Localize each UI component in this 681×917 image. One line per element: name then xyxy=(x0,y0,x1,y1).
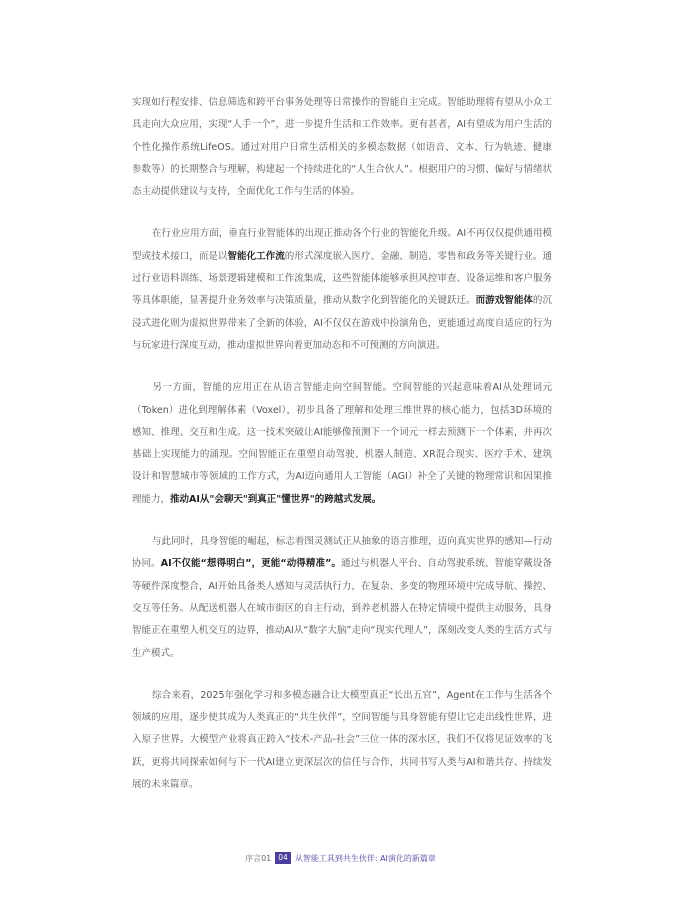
page-number-badge: 04 xyxy=(275,852,291,864)
paragraph xyxy=(132,531,552,665)
text-run: 在行业应用方面，垂直行业智能体的出现正推动各个行业的智能化升级。AI不再仅仅提供通用模型或技术接口，而是以 xyxy=(132,228,552,262)
bold-text: 智能化工作流 xyxy=(227,250,285,262)
text-run: 实现如行程安排、信息筛选和跨平台事务处理等日常操作的智能自主完成。智能助理将有望从小众工具走向大众应用，实现“人手一个”，进一步提升生活和工作效率。更有甚者，AI有望成为用户生活的个性化操作系统LifeOS。通过对用户日常生活相关的多模态数据（如语音、文本、行为轨迹、健康参数等）的长期整合与理解，构建起一个持续进化的“人生合伙人”。根据用户的习惯、偏好与情绪状态主动提供建议与支持，全面优化工作与生活的体验。 xyxy=(132,97,552,198)
page-footer xyxy=(0,852,681,864)
footer-subtitle: 从智能工具到共生伙伴: AI演化的新篇章 xyxy=(294,853,436,863)
bold-text: 而游戏智能体 xyxy=(475,295,533,307)
footer-section: 序言01 xyxy=(245,853,272,863)
bold-text: 推动AI从"会聊天"到真正"懂世界"的跨越式发展。 xyxy=(170,493,382,505)
text-run: 的形式深度嵌入医疗、金融、制造、零售和政务等关键行业。通过行业语料训练、场景逻辑建模和工作流集成，这些智能体能够承担风控审查、设备运维和客户服务等具体职能，显著提升业务效率与决策质量，推动从数字化到智能化的关键跃迁。 xyxy=(132,250,552,307)
paragraph xyxy=(132,223,552,357)
paragraph xyxy=(132,685,552,796)
paragraph xyxy=(132,92,552,203)
text-run: 另一方面，智能的应用正在从语言智能走向空间智能。空间智能的兴起意味着AI从处理词元（Token）进化到理解体素（Voxel），初步具备了理解和处理三维世界的核心能力，包括3D环境的感知、推理、交互和生成。这一技术突破让AI能够像预测下一个词元一样去预测下一个体素，并再次基础上实现能力的涌现。空间智能正在重塑自动驾驶、机器人制造、XR混合现实、医疗手术、建筑设计和智慧城市等领域的工作方式，为AI迈向通用人工智能（AGI）补全了关键的物理常识和因果推理能力， xyxy=(132,382,552,505)
paragraph xyxy=(132,377,552,511)
text-run: 的沉浸式进化则为虚拟世界带来了全新的体验，AI不仅仅在游戏中扮演角色，更能通过高度自适应的行为与玩家进行深度互动，推动虚拟世界向着更加动态和不可预测的方向演进。 xyxy=(132,295,552,351)
text-run: 综合来看，2025年强化学习和多模态融合让大模型真正“长出五官”，Agent在工作与生活各个领域的应用，逐步使其成为人类真正的“共生伙伴”，空间智能与具身智能有望让它走出线性世界，进入原子世界。大模型产业将真正跨入“技术-产品-社会”三位一体的深水区，我们不仅将见证效率的飞跃，更将共同探索如何与下一代AI建立更深层次的信任与合作，共同书写人类与AI和谐共存、持续发展的未来篇章。 xyxy=(132,689,552,791)
text-run: 通过与机器人平台、自动驾驶系统、智能穿戴设备等硬件深度整合，AI开始具备类人感知与灵活执行力，在复杂、多变的物理环境中完成导航、操控、交互等任务。从配送机器人在城市街区的自主行动，到养老机器人在特定情境中提供主动服务，具身智能正在重塑人机交互的边界，推动AI从“数字大脑”走向“现实代理人”，深刻改变人类的生活方式与生产模式。 xyxy=(132,558,552,659)
body-text xyxy=(132,92,552,816)
text-run: 与此同时，具身智能的崛起，标志着图灵测试正从抽象的语言推理，迈向真实世界的感知—行动协同。 xyxy=(132,536,552,570)
bold-text: AI不仅能“想得明白”，更能“动得精准”。 xyxy=(160,558,342,570)
